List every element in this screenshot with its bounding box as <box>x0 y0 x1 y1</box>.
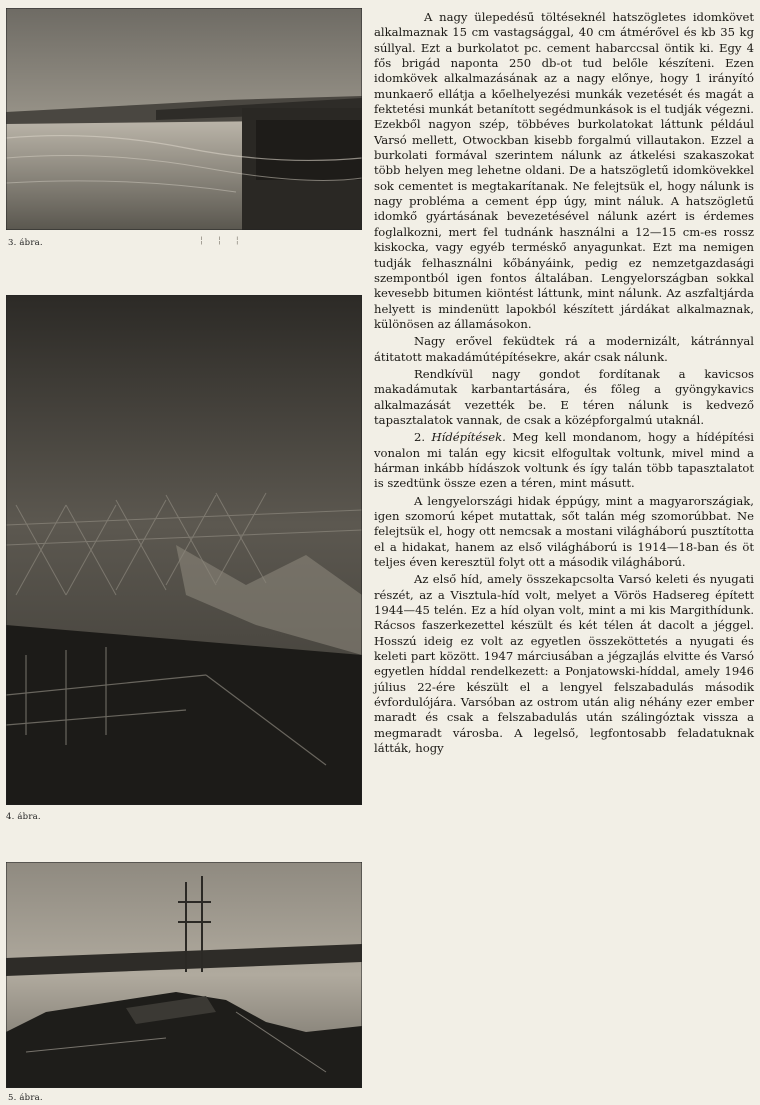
paragraph: 2. Hídépítések. Meg kell mondanom, hogy a hídépítési vonalon mi talán egy kicsit elfogultak voltunk, mivel mind a hárman inkább hídászok voltunk és így talán több tapasztalatot is szedtünk össze ezen a téren, mint másutt. <box>374 430 755 491</box>
figure-5-caption: 5. ábra. <box>8 1093 43 1103</box>
collapsed-bridge-image <box>6 295 362 805</box>
scan-artifact: ¦ ¦ ¦ <box>200 236 245 246</box>
figure-4-caption: 4. ábra. <box>6 812 41 822</box>
section-number: 2. <box>414 430 426 445</box>
figure-5-photo <box>6 862 362 1088</box>
paragraph: Az első híd, amely összekapcsolta Varsó keleti és nyugati részét, az a Visztula-híd volt, melyet a Vörös Hadsereg épített 1944—45 telén. Ez a híd olyan volt, mint a mi kis Margithídunk. Rácsos faszerkezettel készült és két télen át dacolt a jéggel. Hosszú ideig ez volt az egyetlen összeköttetés a nyugati és keleti part között. 1947 márciusában a jégzajlás elvitte és Varsó egyetlen híddal rendelkezett: a Ponjatowski-híddal, amely 1946 július 22-ére készült el a lengyel felszabadulás második évfordulójára. Varsóban az ostrom után alig néhány ezer ember maradt és csak a felszabadulás után szálingóztak vissza a megmaradt városba. A legelső, legfontosabb feladatuknak látták, hogy <box>374 572 754 756</box>
river-bridge-image <box>6 8 362 230</box>
paragraph: Rendkívül nagy gondot fordítanak a kavicsos makadámutak karbantartására, és főleg a gyöngykavics alkalmazását vezették be. E téren nálunk is kedvező tapasztalatok vannak, de csak a középforgalmú utaknál. <box>374 366 754 427</box>
section-heading: Hídépítések. <box>431 430 506 445</box>
figure-3-photo <box>6 8 362 230</box>
bridge-construction-image <box>6 862 362 1088</box>
paragraph: A nagy ülepedésű töltéseknél hatszögletes idomkövet alkalmaznak 15 cm vastagsággal, 40 cm átmérővel és kb 35 kg súllyal. Ezt a burkolatot pc. cement habarccsal öntik ki. Egy 4 fős brigád naponta 250 db-ot tud belőle készíteni. Ezen idomkövek alkalmazásának az a nagy előnye, hogy 1 irányító munkaerő ellátja a kőelhelyezési munkák vezetését és magát a fektetési munkát betanított segédmunkások is el tudják végezni. Ezekből nagyon szép, többéves burkolatokat láttunk például Varsó mellett, Otwockban kisebb forgalmú villautakon. Ezzel a burkolati formával szerintem nálunk az átkelési szakaszokat több helyen meg lehetne oldani. De a hatszögletű idomkövekkel sok cementet is megtakarítanak. Ne felejtsük el, hogy nálunk is nagy probléma a cement épp úgy, mint náluk. A hatszögletű idomkő gyártásának bevezetésével nálunk azért is érdemes foglalkozni, mert fel tudnánk használni a 12—15 cm-es rossz kiskocka, vagy egyéb terméskő anyagunkat. Ezt ma nemigen tudják felhasználni kőbányáink, pedig ez nemzetgazdasági szempontból igen fontos általában. Lengyelországban sokkal kevesebb bitumen kiöntést láttunk, mint nálunk. Az aszfaltjárda helyett is mindenütt lapokból készített járdákat alkalmaznak, különösen az államásokon. <box>374 10 754 331</box>
figure-3-caption: 3. ábra. <box>8 238 43 248</box>
figure-4-photo <box>6 295 362 805</box>
paragraph: Nagy erővel feküdtek rá a modernizált, kátránnyal átitatott makadámútépítésekre, akár csak nálunk. <box>374 334 754 364</box>
article-body <box>374 10 754 757</box>
paragraph: A lengyelországi hidak éppúgy, mint a magyarországiak, igen szomorú képet mutattak, sőt talán még szomorúbbat. Ne felejtsük el, hogy ott nemcsak a mostani világháború pusztította el a hidakat, hanem az első világháború is 1914—18-ban és öt teljes éven keresztül folyt ott a második világháború. <box>374 493 754 570</box>
